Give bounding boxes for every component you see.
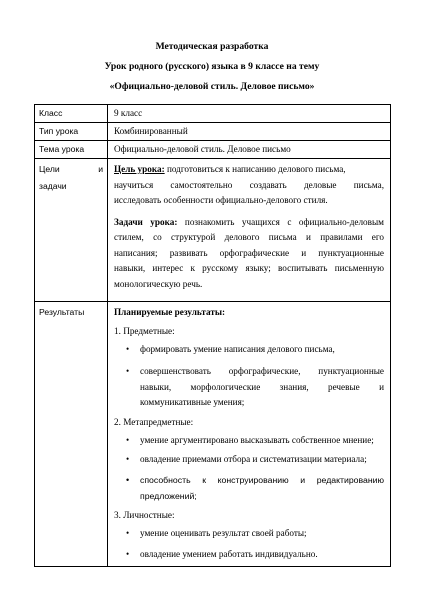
value-class-text: 9 класс [114, 108, 143, 118]
label-goals [35, 159, 108, 302]
doc-title-line2: Урок родного (русского) языка в 9 классе на тему [104, 61, 320, 72]
bullet-icon: • [126, 528, 130, 538]
lesson-table [34, 104, 391, 567]
goal-heading: Цель урока: [114, 164, 165, 174]
tasks-text-3: написания; развивать орфографические и пунктуационные [114, 247, 384, 258]
value-lesson-topic-text: Официально-деловой стиль. Деловое письмо [114, 144, 291, 154]
value-results [108, 302, 391, 567]
list-item-text: формировать умение написания делового письма, [140, 344, 335, 354]
table-row-results [35, 302, 391, 567]
label-lesson-type-text: Тип урока [39, 126, 79, 136]
table-row-goals [35, 159, 391, 302]
bullet-icon: • [126, 366, 130, 376]
value-lesson-type [108, 123, 391, 141]
value-goals [108, 159, 391, 302]
tasks-text-4: навыки, интерес к русскому языку; воспитывать письменную [114, 263, 384, 273]
label-results [35, 302, 108, 567]
results-subject-list [114, 342, 384, 411]
tasks-block [114, 215, 384, 293]
list-item-text: способность к конструированию и редактированию предложений; [140, 475, 384, 501]
label-lesson-type [35, 123, 108, 141]
label-goals-word2: и [98, 164, 103, 174]
goal-line-1 [114, 162, 384, 178]
results-subject-title: 1. Предметные: [114, 326, 175, 336]
results-meta-title: 2. Метапредметные: [114, 416, 194, 427]
list-item [126, 433, 384, 449]
list-item-text: овладение умением работать индивидуально. [140, 549, 318, 559]
goal-block [114, 162, 384, 209]
tasks-line-1 [114, 215, 384, 231]
value-lesson-topic [108, 141, 391, 159]
goal-text-1: подготовиться к написанию делового письма, [164, 164, 346, 174]
list-item-text: умение оценивать результат своей работы; [140, 528, 307, 538]
bullet-icon: • [126, 454, 130, 464]
bullet-icon: • [126, 344, 130, 354]
value-class [108, 105, 391, 123]
list-item [126, 452, 384, 467]
goal-text-2: научиться самостоятельно создавать деловые письма, [114, 179, 384, 190]
results-personal-title: 3. Личностные: [114, 510, 175, 520]
results-heading: Планируемые результаты: [114, 307, 226, 317]
list-item [126, 342, 384, 357]
bullet-icon: • [126, 549, 130, 559]
label-goals-word1: Цели [39, 164, 60, 174]
results-personal-list [114, 526, 384, 562]
list-item-text: совершенствовать орфографические, пунктуационные навыки, морфологические знания, речевые и коммуникативные умения; [140, 366, 384, 407]
list-item-text: овладение приемами отбора и систематизации материала; [140, 454, 367, 464]
table-row-lesson-topic [35, 141, 391, 159]
list-item-text: умение аргументировано высказывать собственное мнение; [140, 434, 374, 445]
label-results-text: Результаты [39, 307, 85, 317]
doc-title-line1: Методическая разработка [155, 41, 269, 52]
bullet-icon: • [126, 434, 130, 445]
value-lesson-type-text: Комбинированный [114, 126, 188, 136]
label-class-text: Класс [39, 108, 63, 118]
bullet-icon: • [126, 475, 130, 485]
list-item [126, 547, 384, 562]
table-row-lesson-type [35, 123, 391, 141]
doc-title-line3: «Официально-деловой стиль. Деловое письмо» [109, 81, 315, 92]
results-meta-list [114, 433, 384, 505]
goal-text-3: исследовать особенности официально-делового стиля. [114, 195, 328, 205]
label-class [35, 105, 108, 123]
list-item [126, 364, 384, 411]
label-lesson-topic [35, 141, 108, 159]
list-item [126, 473, 384, 504]
label-lesson-topic-text: Тема урока [39, 144, 85, 154]
tasks-heading: Задачи урока: [114, 216, 178, 227]
list-item [126, 526, 384, 541]
table-row-class [35, 105, 391, 123]
tasks-text-1: познакомить учащихся с официально-деловым [177, 216, 384, 227]
tasks-text-5: монологическую речь. [114, 278, 203, 289]
label-goals-word3: задачи [39, 181, 67, 191]
tasks-text-2: стилем, со структурой делового письма и правилами его [114, 232, 384, 242]
label-goals-line1 [39, 161, 103, 178]
